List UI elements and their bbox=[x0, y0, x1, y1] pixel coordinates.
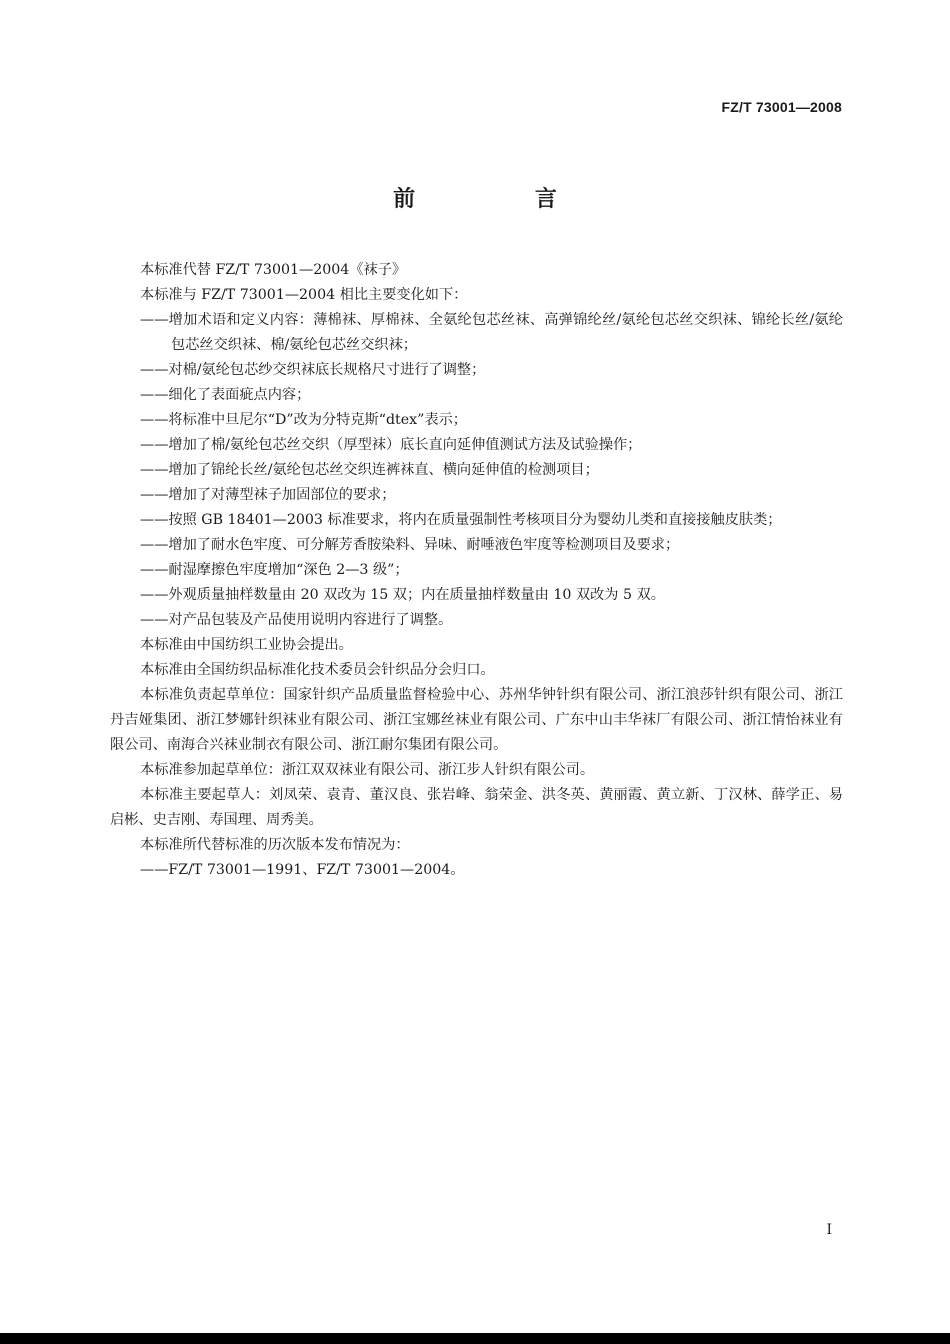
main-drafters: 本标准主要起草人：刘凤荣、袁青、董汉良、张岩峰、翁荣金、洪冬英、黄丽霞、黄立新、丁汉林、薛学正、易启彬、史吉刚、寿国理、周秀美。 bbox=[110, 787, 843, 828]
page-number: I bbox=[826, 1222, 832, 1238]
change-item: ——增加了棉/氨纶包芯丝交织（厚型袜）底长直向延伸值测试方法及试验操作； bbox=[140, 437, 642, 453]
drafting-units: 本标准负责起草单位：国家针织产品质量监督检验中心、苏州华钟针织有限公司、浙江浪莎针织有限公司、浙江丹吉娅集团、浙江梦娜针织袜业有限公司、浙江宝娜丝袜业有限公司、广东中山丰华袜厂有限公司、浙江情怡袜业有限公司、南海合兴袜业制衣有限公司、浙江耐尔集团有限公司。 bbox=[110, 687, 843, 753]
history-intro: 本标准所代替标准的历次版本发布情况为： bbox=[140, 837, 410, 853]
bottom-border bbox=[0, 1333, 950, 1344]
change-item: ——将标准中旦尼尔“D”改为分特克斯“dtex”表示； bbox=[140, 412, 467, 428]
change-item: ——细化了表面疵点内容； bbox=[140, 387, 311, 403]
standard-code: FZ/T 73001—2008 bbox=[721, 99, 842, 115]
change-item: ——对产品包装及产品使用说明内容进行了调整。 bbox=[140, 612, 453, 628]
participating-units: 本标准参加起草单位：浙江双双袜业有限公司、浙江步人针织有限公司。 bbox=[140, 762, 595, 778]
change-item: ——按照 GB 18401—2003 标准要求，将内在质量强制性考核项目分为婴幼儿类和直接接触皮肤类； bbox=[140, 512, 782, 528]
changes-intro: 本标准与 FZ/T 73001—2004 相比主要变化如下： bbox=[140, 287, 468, 303]
change-item: ——外观质量抽样数量由 20 双改为 15 双；内在质量抽样数量由 10 双改为 5 双。 bbox=[140, 587, 665, 603]
change-item: ——增加了锦纶长丝/氨纶包芯丝交织连裤袜直、横向延伸值的检测项目； bbox=[140, 462, 599, 478]
change-item: ——增加了耐水色牢度、可分解芳香胺染料、异味、耐唾液色牢度等检测项目及要求； bbox=[140, 537, 680, 553]
change-item: ——增加术语和定义内容：薄棉袜、厚棉袜、全氨纶包芯丝袜、高弹锦纶丝/氨纶包芯丝交织袜、锦纶长丝/氨纶包芯丝交织袜、棉/氨纶包芯丝交织袜； bbox=[140, 312, 843, 353]
replaces-statement: 本标准代替 FZ/T 73001—2004《袜子》 bbox=[140, 262, 407, 278]
page-title: 前 言 bbox=[393, 187, 613, 212]
centralized-by: 本标准由全国纺织品标准化技术委员会针织品分会归口。 bbox=[140, 662, 495, 678]
change-item: ——耐湿摩擦色牢度增加“深色 2—3 级”； bbox=[140, 562, 409, 578]
proposed-by: 本标准由中国纺织工业协会提出。 bbox=[140, 637, 353, 653]
change-item: ——增加了对薄型袜子加固部位的要求； bbox=[140, 487, 396, 503]
history-item: ——FZ/T 73001—1991、FZ/T 73001—2004。 bbox=[140, 862, 465, 878]
foreword-body bbox=[110, 258, 843, 883]
change-item: ——对棉/氨纶包芯纱交织袜底长规格尺寸进行了调整； bbox=[140, 362, 486, 378]
